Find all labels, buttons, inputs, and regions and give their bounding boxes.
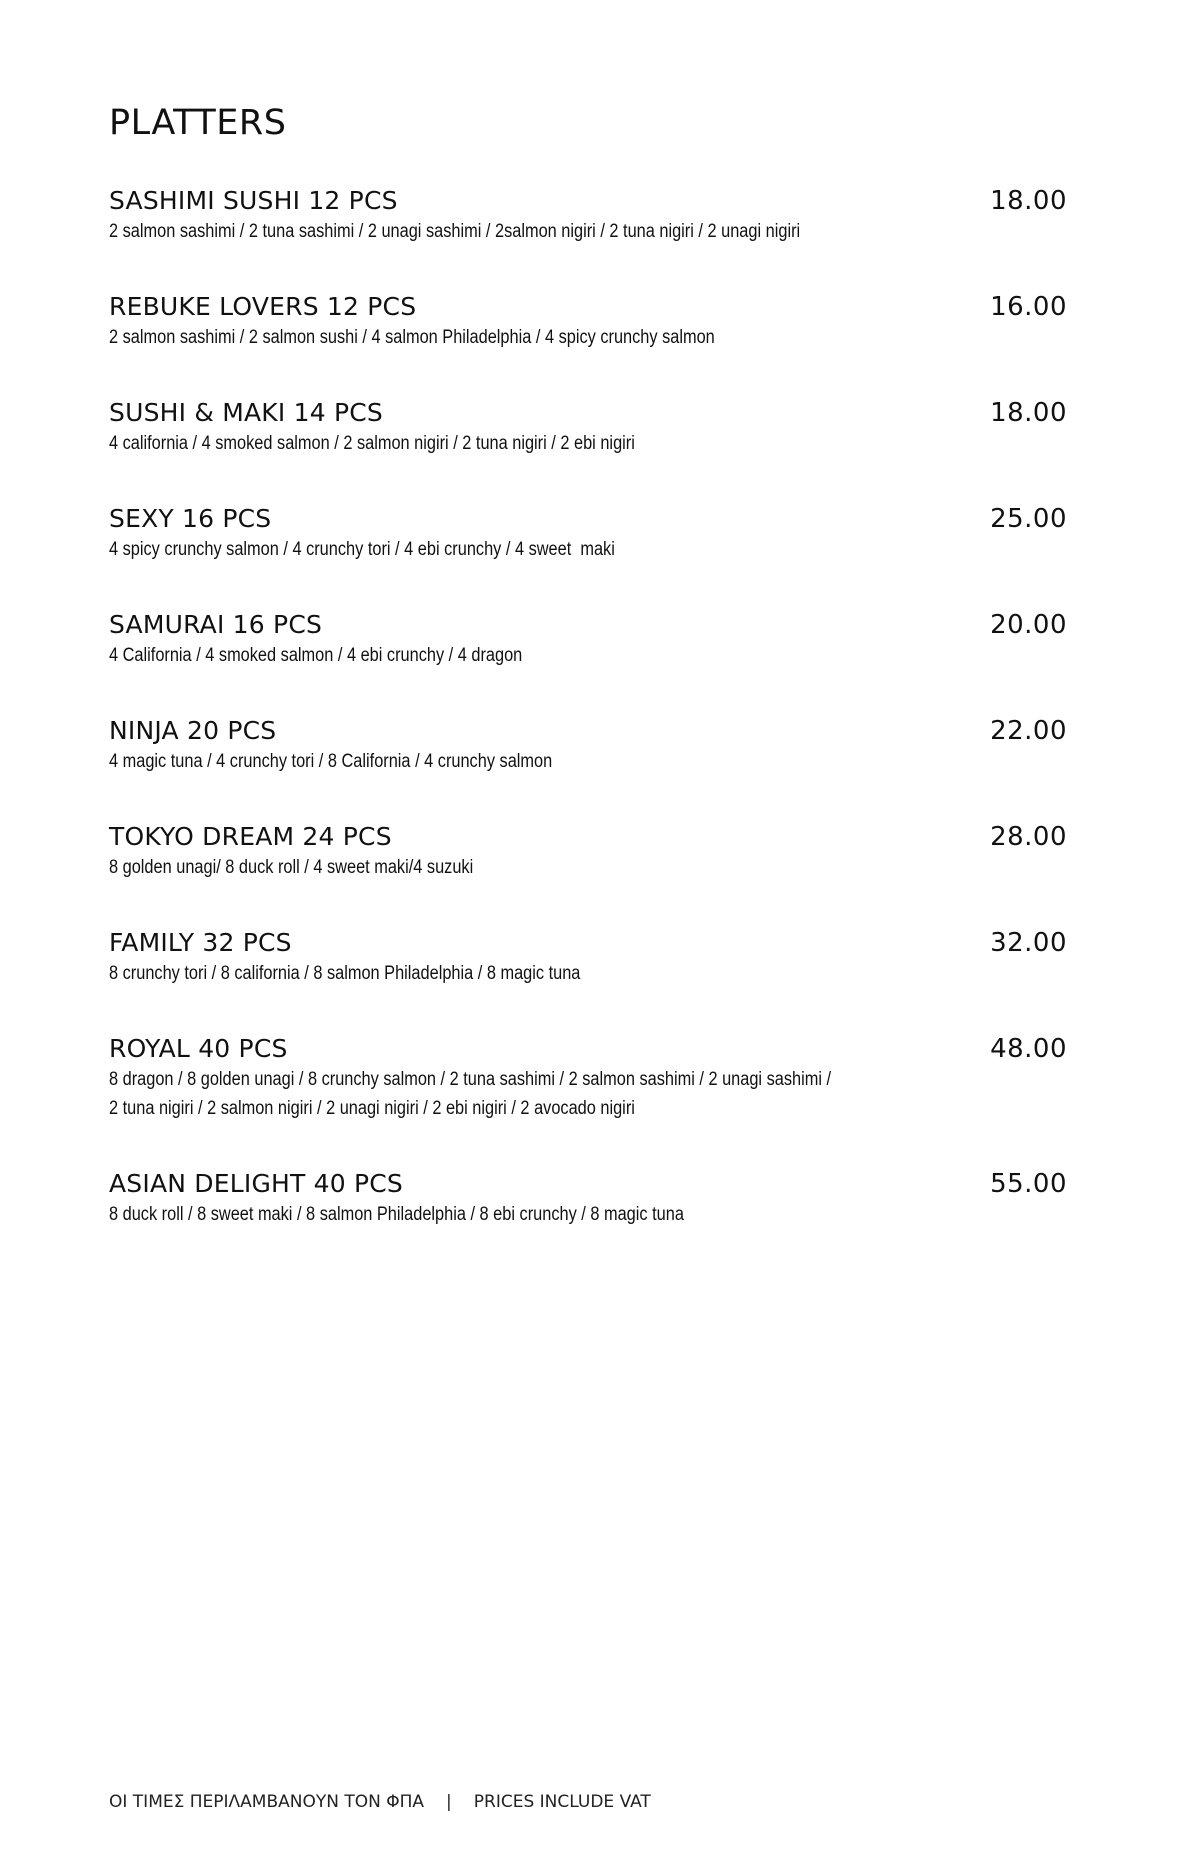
item-name: SAMURAI 16 PCS [109,610,323,639]
item-price: 20.00 [990,610,1067,640]
item-name: TOKYO DREAM 24 PCS [109,822,392,851]
item-description: 8 duck roll / 8 sweet maki / 8 salmon Philadelphia / 8 ebi crunchy / 8 magic tuna [109,1204,684,1225]
vat-notice-separator: | [446,1792,452,1812]
item-description: 4 California / 4 smoked salmon / 4 ebi crunchy / 4 dragon [109,645,523,666]
item-header [109,291,1067,323]
item-name: REBUKE LOVERS 12 PCS [109,292,417,321]
item-price: 55.00 [990,1169,1067,1199]
menu-item [109,821,1067,882]
platters-list [109,185,1067,1274]
item-price: 22.00 [990,716,1067,746]
item-name: SASHIMI SUSHI 12 PCS [109,186,398,215]
menu-item [109,715,1067,776]
vat-notice-greek: ΟΙ ΤΙΜΕΣ ΠΕΡΙΛΑΜΒΑΝΟΥΝ ΤΟΝ ΦΠΑ [109,1792,425,1812]
menu-item [109,927,1067,988]
item-description: 2 salmon sashimi / 2 tuna sashimi / 2 unagi sashimi / 2salmon nigiri / 2 tuna nigiri / 2 unagi nigiri [109,221,801,242]
menu-item [109,397,1067,458]
menu-item [109,1168,1067,1229]
vat-notice-english: PRICES INCLUDE VAT [473,1792,651,1812]
menu-item [109,185,1067,246]
item-name: NINJA 20 PCS [109,716,277,745]
item-description: 4 california / 4 smoked salmon / 2 salmon nigiri / 2 tuna nigiri / 2 ebi nigiri [109,433,635,454]
vat-notice [109,1792,651,1812]
item-header [109,1033,1067,1065]
item-header [109,821,1067,853]
menu-item [109,503,1067,564]
item-header [109,503,1067,535]
item-name: ROYAL 40 PCS [109,1034,288,1063]
item-description: 4 magic tuna / 4 crunchy tori / 8 California / 4 crunchy salmon [109,751,553,772]
item-price: 28.00 [990,822,1067,852]
menu-item [109,1033,1067,1123]
menu-item [109,609,1067,670]
item-header [109,185,1067,217]
page-title: PLATTERS [109,103,287,143]
item-price: 18.00 [990,398,1067,428]
item-price: 48.00 [990,1034,1067,1064]
item-description: 8 golden unagi/ 8 duck roll / 4 sweet maki/4 suzuki [109,857,474,878]
item-header [109,1168,1067,1200]
item-price: 32.00 [990,928,1067,958]
item-description: 4 spicy crunchy salmon / 4 crunchy tori / 4 ebi crunchy / 4 sweet maki [109,539,615,560]
item-name: SUSHI & MAKI 14 PCS [109,398,383,427]
item-price: 25.00 [990,504,1067,534]
menu-item [109,291,1067,352]
item-price: 18.00 [990,186,1067,216]
item-header [109,715,1067,747]
item-description: 2 salmon sashimi / 2 salmon sushi / 4 salmon Philadelphia / 4 spicy crunchy salmon [109,327,715,348]
item-header [109,609,1067,641]
item-header [109,927,1067,959]
item-name: FAMILY 32 PCS [109,928,292,957]
item-name: ASIAN DELIGHT 40 PCS [109,1169,403,1198]
item-description: 8 dragon / 8 golden unagi / 8 crunchy salmon / 2 tuna sashimi / 2 salmon sashimi / 2 unagi sashimi / 2 tuna nigiri / 2 salmon nigiri / 2 unagi nigiri / 2 ebi nigiri / 2 avocado nigiri [109,1069,832,1119]
item-name: SEXY 16 PCS [109,504,272,533]
item-header [109,397,1067,429]
item-description: 8 crunchy tori / 8 california / 8 salmon Philadelphia / 8 magic tuna [109,963,581,984]
item-price: 16.00 [990,292,1067,322]
